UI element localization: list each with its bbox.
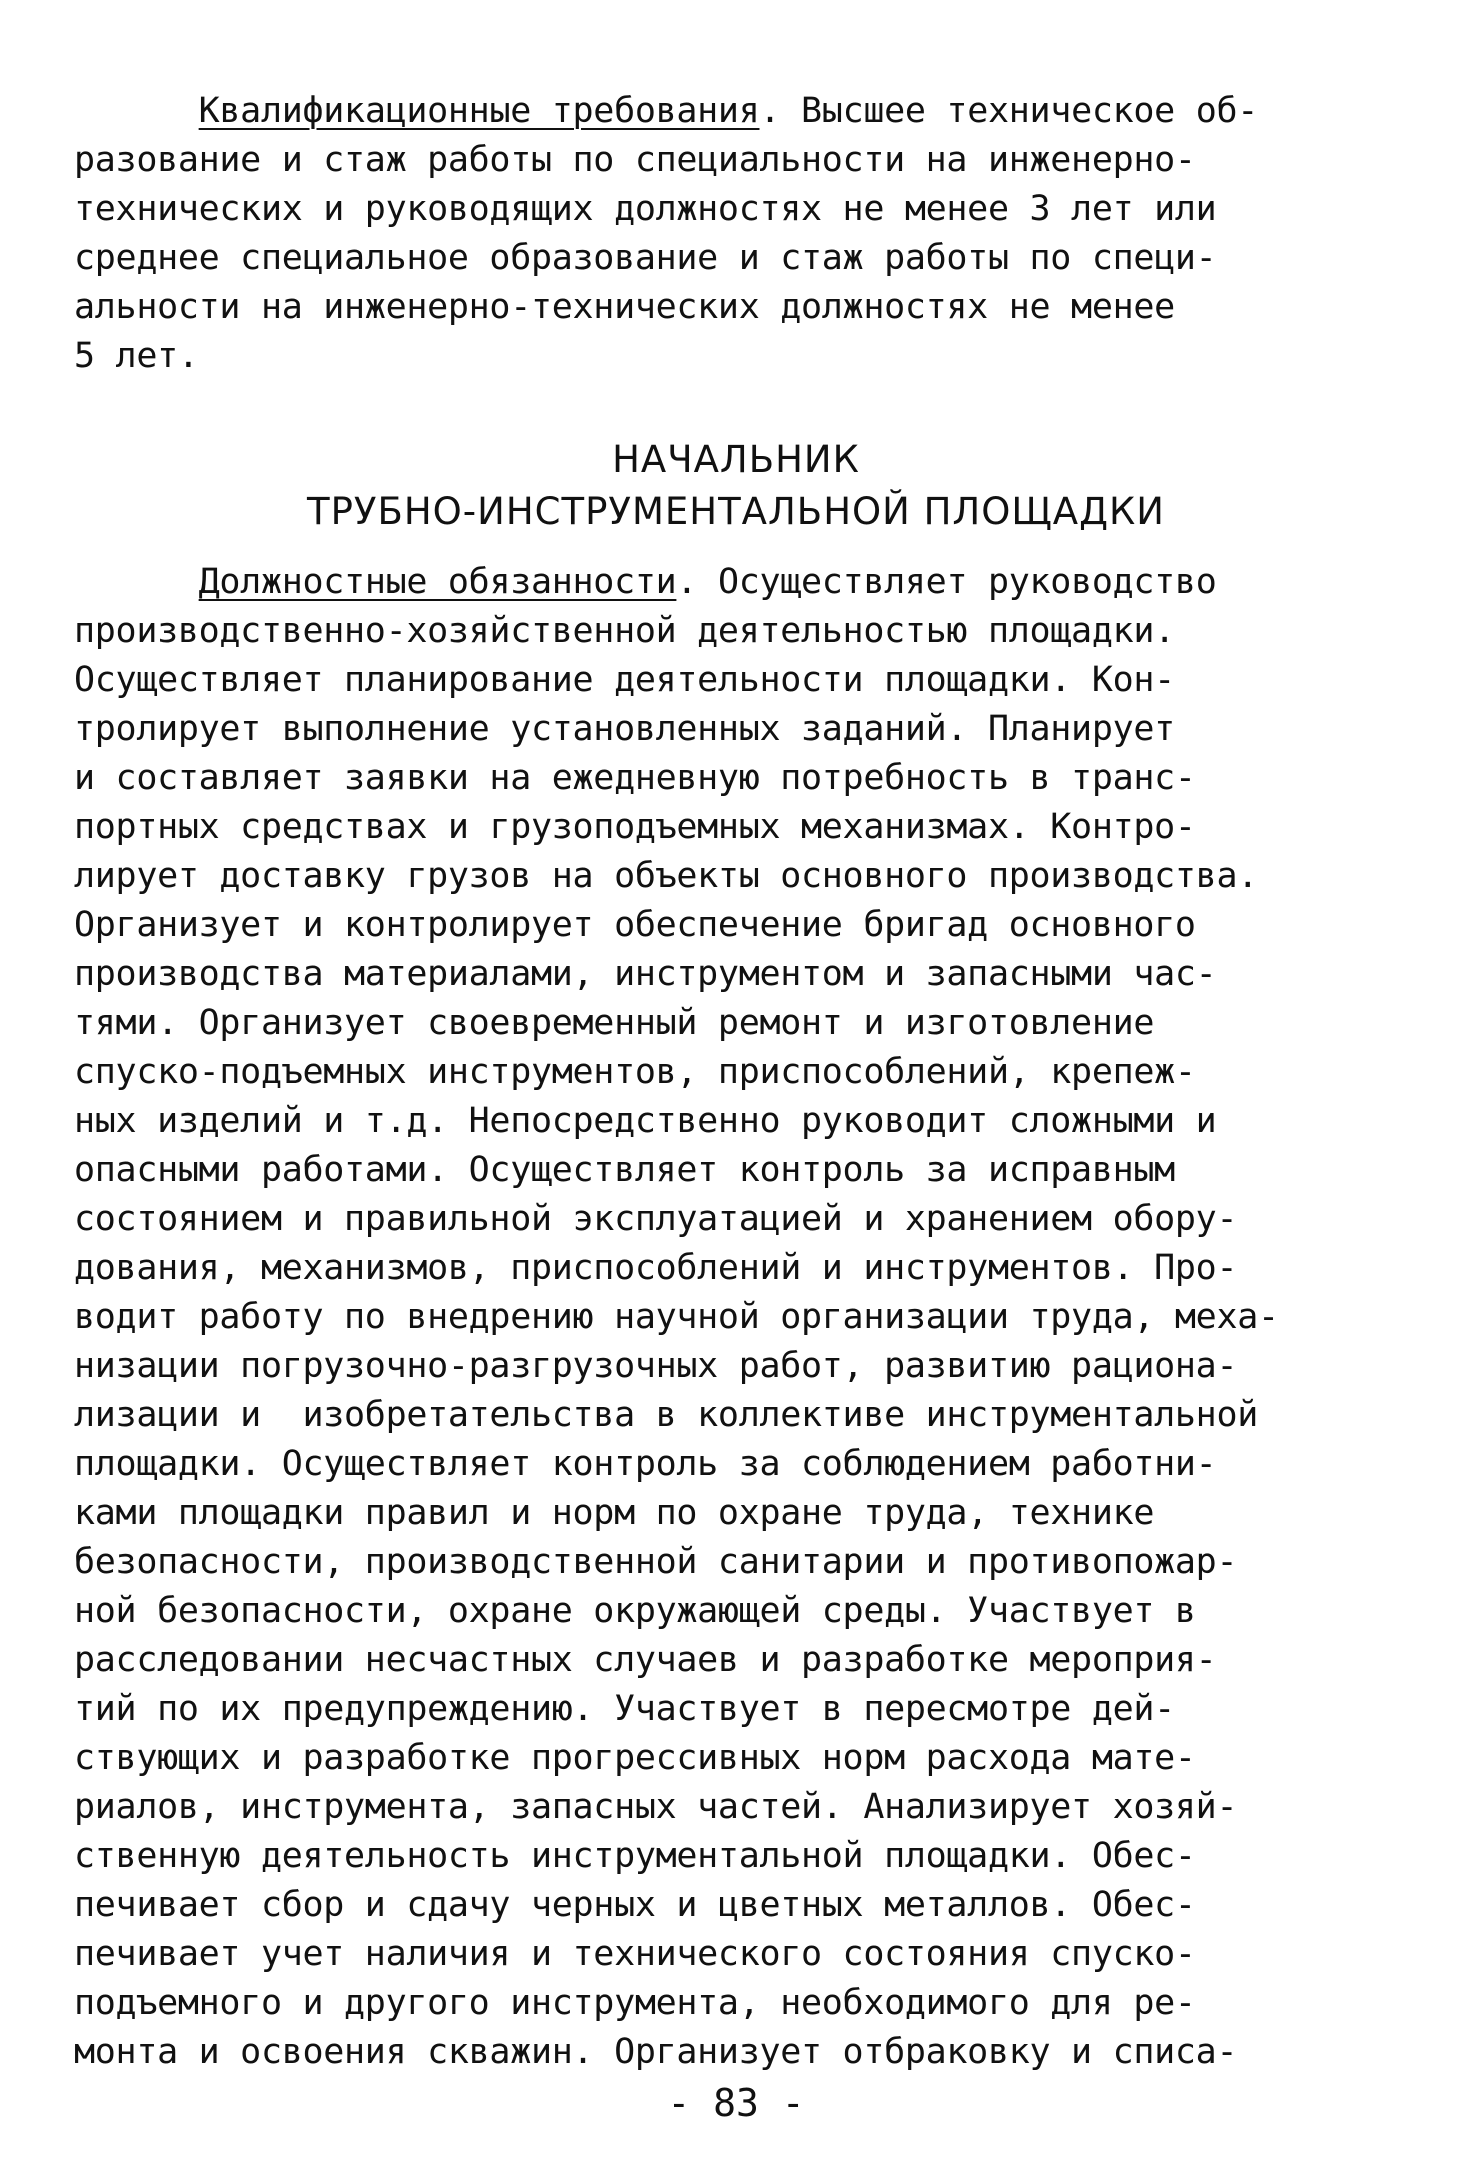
text-line: лирует доставку грузов на объекты основного производства. bbox=[74, 856, 1258, 896]
text-line: производства материалами, инструментом и запасными час- bbox=[74, 954, 1217, 994]
section-title-line-2: ТРУБНО-ИНСТРУМЕНТАЛЬНОЙ ПЛОЩАДКИ bbox=[307, 490, 1165, 533]
duties-paragraph bbox=[74, 558, 1374, 2077]
text-line: печивает учет наличия и технического состояния спуско- bbox=[74, 1934, 1196, 1974]
text-line: тролирует выполнение установленных заданий. Планирует bbox=[74, 709, 1175, 749]
text-line: опасными работами. Осуществляет контроль за исправным bbox=[74, 1150, 1175, 1190]
text-line: и составляет заявки на ежедневную потребность в транс- bbox=[74, 758, 1196, 798]
text-line: расследовании несчастных случаев и разработке мероприя- bbox=[74, 1640, 1217, 1680]
qualifications-label: Квалификационные требования bbox=[198, 91, 760, 131]
text-line: площадки. Осуществляет контроль за соблюдением работни- bbox=[74, 1444, 1217, 1484]
text-line: альности на инженерно-технических должностях не менее bbox=[74, 287, 1175, 327]
text-line: подъемного и другого инструмента, необходимого для ре- bbox=[74, 1983, 1196, 2023]
text-line: Осуществляет планирование деятельности площадки. Кон- bbox=[74, 660, 1175, 700]
text-line: ствующих и разработке прогрессивных норм расхода мате- bbox=[74, 1738, 1196, 1778]
text-line: лизации и изобретательства в коллективе инструментальной bbox=[74, 1395, 1258, 1435]
text-line: разование и стаж работы по специальности на инженерно- bbox=[74, 140, 1196, 180]
text-line: водит работу по внедрению научной организации труда, меха- bbox=[74, 1297, 1279, 1337]
text-line: состоянием и правильной эксплуатацией и хранением обору- bbox=[74, 1199, 1238, 1239]
duties-first-line: Должностные обязанности. Осуществляет руководство bbox=[198, 562, 1217, 602]
text-line: безопасности, производственной санитарии и противопожар- bbox=[74, 1542, 1238, 1582]
text-line: 5 лет. bbox=[74, 336, 199, 376]
duties-label: Должностные обязанности bbox=[198, 562, 677, 602]
text-line: ственную деятельность инструментальной площадки. Обес- bbox=[74, 1836, 1196, 1876]
duties-first-text: Осуществляет руководство bbox=[717, 562, 1217, 602]
page-number: - 83 - bbox=[667, 2081, 805, 2125]
text-line: дования, механизмов, приспособлений и инструментов. Про- bbox=[74, 1248, 1238, 1288]
text-line: низации погрузочно-разгрузочных работ, развитию рациона- bbox=[74, 1346, 1238, 1386]
text-line: Организует и контролирует обеспечение бригад основного bbox=[74, 905, 1196, 945]
text-line: производственно-хозяйственной деятельностью площадки. bbox=[74, 611, 1175, 651]
text-line: монта и освоения скважин. Организует отбраковку и списа- bbox=[74, 2032, 1238, 2072]
text-line: печивает сбор и сдачу черных и цветных металлов. Обес- bbox=[74, 1885, 1196, 1925]
section-title-line-1: НАЧАЛЬНИК bbox=[612, 438, 860, 481]
text-line: тий по их предупреждению. Участвует в пересмотре дей- bbox=[74, 1689, 1175, 1729]
qualifications-paragraph bbox=[74, 87, 1374, 381]
text-line: ной безопасности, охране окружающей среды. Участвует в bbox=[74, 1591, 1196, 1631]
qualifications-first-text: Высшее техническое об- bbox=[801, 91, 1259, 131]
text-line: ками площадки правил и норм по охране труда, технике bbox=[74, 1493, 1155, 1533]
text-line: ных изделий и т.д. Непосредственно руководит сложными и bbox=[74, 1101, 1217, 1141]
text-line: спуско-подъемных инструментов, приспособлений, крепеж- bbox=[74, 1052, 1196, 1092]
text-line: среднее специальное образование и стаж работы по специ- bbox=[74, 238, 1217, 278]
text-line: портных средствах и грузоподъемных механизмах. Контро- bbox=[74, 807, 1196, 847]
text-line: риалов, инструмента, запасных частей. Анализирует хозяй- bbox=[74, 1787, 1238, 1827]
text-line: тями. Организует своевременный ремонт и изготовление bbox=[74, 1003, 1155, 1043]
qualifications-first-line: Квалификационные требования. Высшее техническое об- bbox=[198, 91, 1259, 131]
text-line: технических и руководящих должностях не менее 3 лет или bbox=[74, 189, 1217, 229]
